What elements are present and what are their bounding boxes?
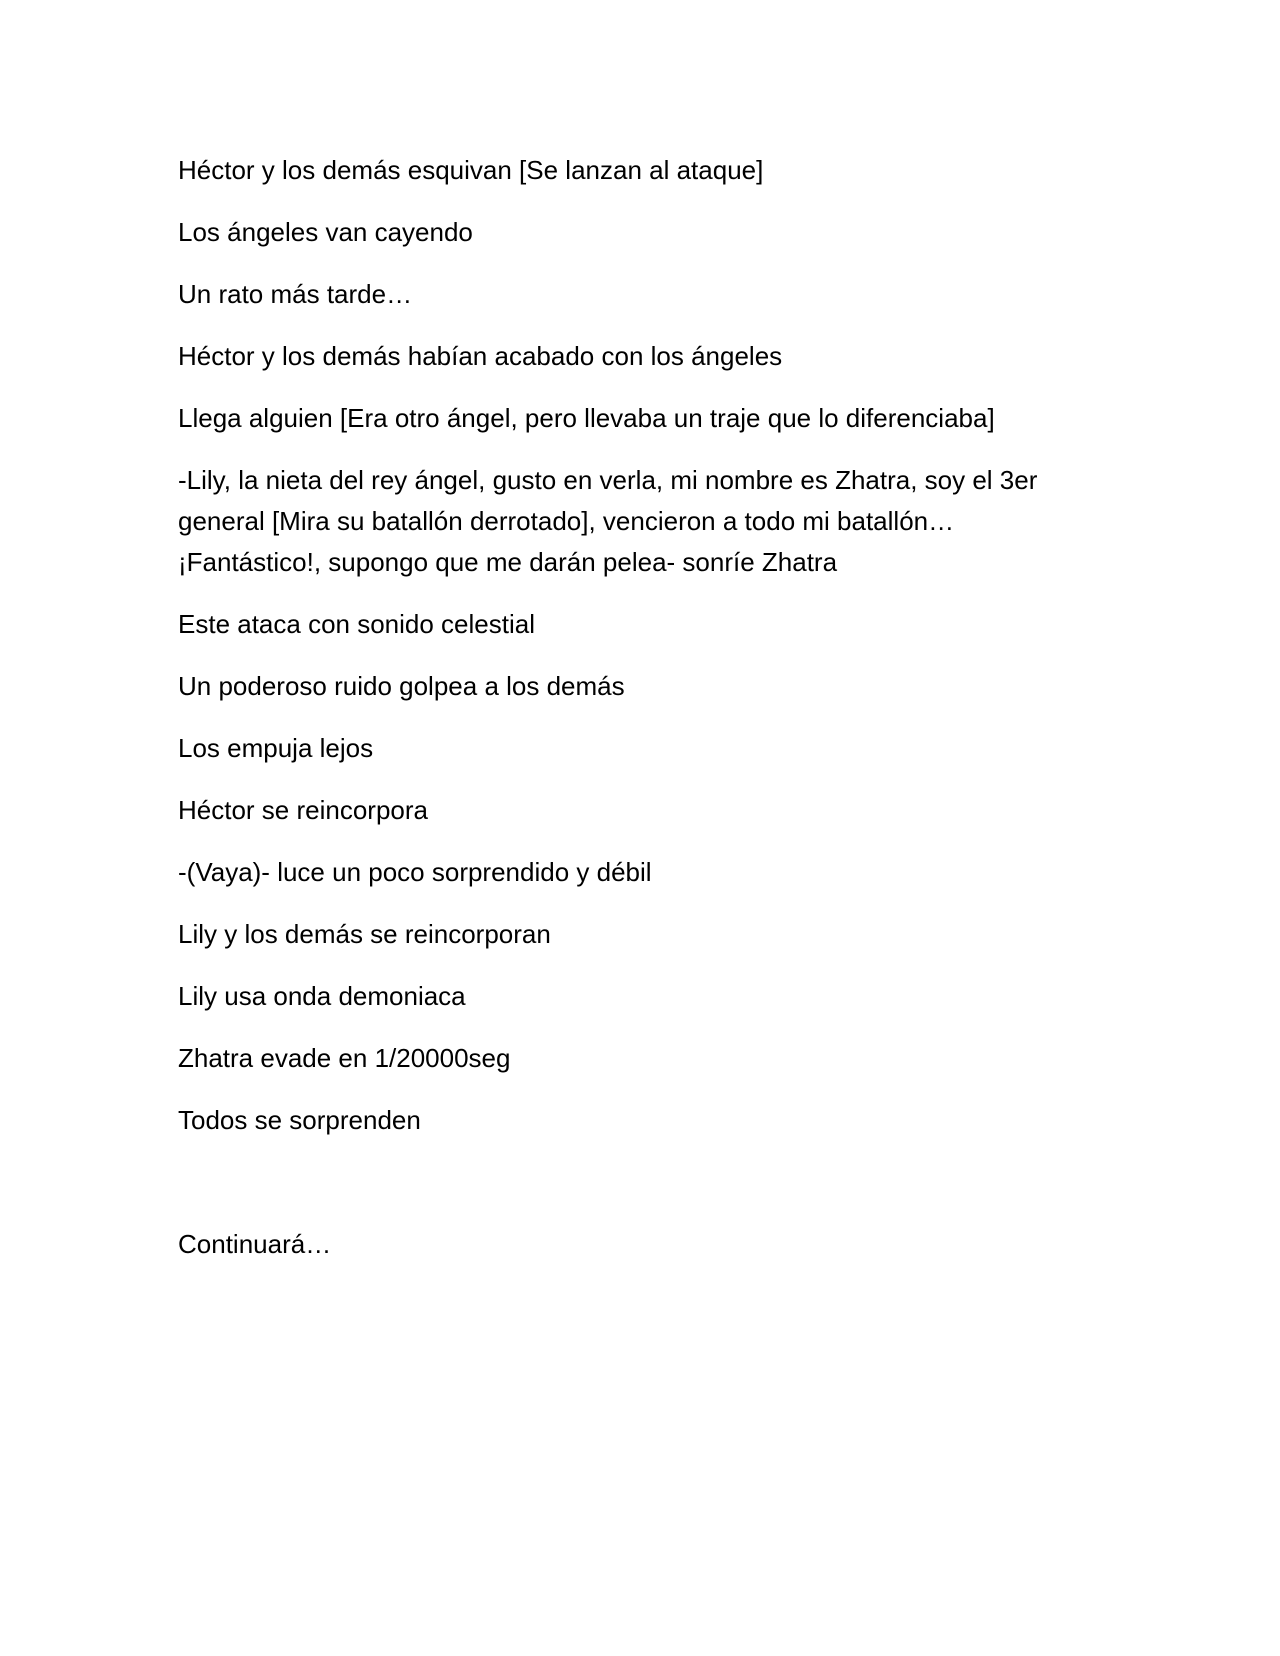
- dialogue-line: -Lily, la nieta del rey ángel, gusto en verla, mi nombre es Zhatra, soy el 3er: [178, 465, 1038, 495]
- paragraph: Un poderoso ruido golpea a los demás: [178, 671, 625, 701]
- paragraph: Lily y los demás se reincorporan: [178, 919, 551, 949]
- paragraph: Los empuja lejos: [178, 733, 374, 763]
- paragraph: Lily usa onda demoniaca: [178, 981, 466, 1011]
- blank-line: [178, 1162, 1078, 1224]
- paragraph: Todos se sorprenden: [178, 1105, 421, 1135]
- paragraph: Este ataca con sonido celestial: [178, 609, 535, 639]
- paragraph: -(Vaya)- luce un poco sorprendido y débil: [178, 857, 652, 887]
- paragraph: Zhatra evade en 1/20000seg: [178, 1043, 511, 1073]
- dialogue-line: general [Mira su batallón derrotado], vencieron a todo mi batallón…: [178, 506, 955, 536]
- paragraph: Héctor y los demás habían acabado con los ángeles: [178, 341, 783, 371]
- paragraph: Héctor se reincorpora: [178, 795, 428, 825]
- document-body: [178, 150, 1078, 1286]
- closing-line: Continuará…: [178, 1229, 332, 1259]
- paragraph: Héctor y los demás esquivan [Se lanzan al ataque]: [178, 155, 764, 185]
- paragraph: Llega alguien [Era otro ángel, pero llevaba un traje que lo diferenciaba]: [178, 403, 995, 433]
- paragraph: Los ángeles van cayendo: [178, 217, 473, 247]
- dialogue-line: ¡Fantástico!, supongo que me darán pelea- sonríe Zhatra: [178, 547, 838, 577]
- dialogue-paragraph: [178, 460, 1078, 583]
- paragraph: Un rato más tarde…: [178, 279, 413, 309]
